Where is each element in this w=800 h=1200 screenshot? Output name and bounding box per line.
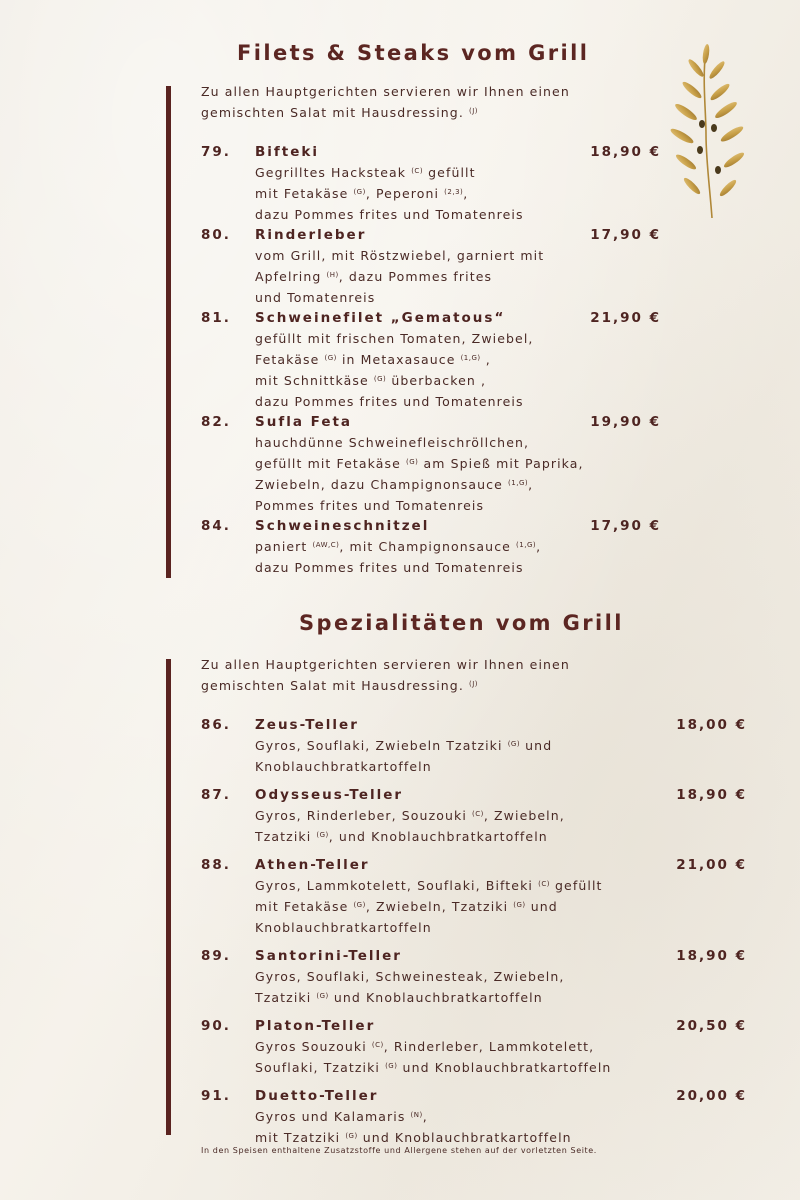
menu-item-number: 82. — [201, 414, 231, 430]
menu-item-description: Gegrilltes Hacksteak $^{(C)}$ gefüllt mit Fetakäse $^{(G)}$, Peperoni $^{(2,3)}$, dazu Pommes frites und Tomatenreis — [255, 165, 524, 222]
menu-item — [201, 1086, 747, 1148]
menu-item-price: 21,90 € — [590, 310, 661, 326]
menu-item-header — [201, 142, 661, 162]
menu-item-description: vom Grill, mit Röstzwiebel, garniert mit Apfelring $^{(H)}$, dazu Pommes frites und Tomatenreis — [255, 248, 545, 305]
menu-item-price: 18,00 € — [676, 717, 747, 733]
section-title-filets-steaks: Filets & Steaks vom Grill — [237, 41, 590, 65]
menu-item-name: Santorini-Teller — [255, 948, 402, 964]
menu-item-header — [201, 516, 661, 536]
menu-item-number: 90. — [201, 1018, 231, 1034]
allergen-footnote: In den Speisen enthaltene Zusatzstoffe und Allergene stehen auf der vorletzten Seite. — [201, 1146, 597, 1155]
menu-item-description: Gyros und Kalamaris $^{(N)}$, mit Tzatziki $^{(G)}$ und Knoblauchbratkartoffeln — [255, 1109, 572, 1145]
menu-item-number: 86. — [201, 717, 231, 733]
menu-item-price: 18,90 € — [590, 144, 661, 160]
menu-item-number: 79. — [201, 144, 231, 160]
menu-item-name: Platon-Teller — [255, 1018, 376, 1034]
menu-item-name: Odysseus-Teller — [255, 787, 404, 803]
menu-item-list — [201, 715, 747, 1156]
menu-item — [201, 785, 747, 847]
menu-item — [201, 855, 747, 938]
menu-item-name: Schweinefilet „Gematous“ — [255, 310, 506, 326]
menu-item-price: 19,90 € — [590, 414, 661, 430]
menu-item-number: 84. — [201, 518, 231, 534]
menu-item-name: Zeus-Teller — [255, 717, 359, 733]
menu-item-description: hauchdünne Schweinefleischröllchen, gefüllt mit Fetakäse $^{(G)}$ am Spieß mit Paprika, Zwiebeln, dazu Champignonsauce $^{(1,G)}$, Pommes frites und Tomatenreis — [255, 435, 584, 513]
menu-item-description: Gyros, Lammkotelett, Souflaki, Bifteki $^{(C)}$ gefüllt mit Fetakäse $^{(G)}$, Zwiebeln, Tzatziki $^{(G)}$ und Knoblauchbratkartoffeln — [255, 878, 603, 935]
menu-item-price: 20,00 € — [676, 1088, 747, 1104]
menu-item — [201, 142, 661, 225]
menu-item-header — [201, 715, 747, 735]
menu-item-name: Athen-Teller — [255, 857, 370, 873]
menu-item — [201, 516, 661, 578]
section-intro: Zu allen Hauptgerichten servieren wir Ihnen einen gemischten Salat mit Hausdressing. $^{(J)}$ — [201, 84, 570, 120]
menu-item-description: Gyros, Souflaki, Zwiebeln Tzatziki $^{(G)}$ und Knoblauchbratkartoffeln — [255, 738, 553, 774]
menu-item-header — [201, 225, 661, 245]
menu-item-number: 89. — [201, 948, 231, 964]
menu-item-header — [201, 785, 747, 805]
menu-item — [201, 1016, 747, 1078]
menu-item — [201, 946, 747, 1008]
menu-item-price: 18,90 € — [676, 787, 747, 803]
menu-item-header — [201, 946, 747, 966]
menu-item-description: Gyros, Souflaki, Schweinesteak, Zwiebeln, Tzatziki $^{(G)}$ und Knoblauchbratkartoffeln — [255, 969, 565, 1005]
menu-item-list — [201, 142, 661, 578]
menu-item-name: Rinderleber — [255, 227, 367, 243]
menu-item-description: Gyros Souzouki $^{(C)}$, Rinderleber, Lammkotelett, Souflaki, Tzatziki $^{(G)}$ und Knoblauchbratkartoffeln — [255, 1039, 612, 1075]
menu-item-name: Bifteki — [255, 144, 320, 160]
menu-item-name: Schweineschnitzel — [255, 518, 430, 534]
menu-item-description: Gyros, Rinderleber, Souzouki $^{(C)}$, Zwiebeln, Tzatziki $^{(G)}$, und Knoblauchbratkartoffeln — [255, 808, 565, 844]
menu-item-price: 17,90 € — [590, 518, 661, 534]
menu-item-header — [201, 1016, 747, 1036]
menu-item-number: 80. — [201, 227, 231, 243]
menu-item-number: 88. — [201, 857, 231, 873]
menu-item-header — [201, 308, 661, 328]
menu-item-name: Duetto-Teller — [255, 1088, 379, 1104]
menu-item-number: 87. — [201, 787, 231, 803]
menu-item-header — [201, 855, 747, 875]
section-intro: Zu allen Hauptgerichten servieren wir Ihnen einen gemischten Salat mit Hausdressing. $^{(J)}$ — [201, 657, 570, 693]
section-accent-bar — [166, 86, 171, 578]
menu-item-description: paniert $^{(AW,C)}$, mit Champignonsauce $^{(1,G)}$, dazu Pommes frites und Tomatenreis — [255, 539, 542, 575]
menu-item — [201, 412, 661, 516]
menu-item-header — [201, 1086, 747, 1106]
menu-item-price: 21,00 € — [676, 857, 747, 873]
menu-item-price: 18,90 € — [676, 948, 747, 964]
olive-branch-icon — [662, 40, 758, 220]
menu-item — [201, 308, 661, 412]
menu-item-name: Sufla Feta — [255, 414, 353, 430]
menu-item-price: 20,50 € — [676, 1018, 747, 1034]
menu-item — [201, 715, 747, 777]
menu-item — [201, 225, 661, 308]
menu-item-number: 91. — [201, 1088, 231, 1104]
section-title-spezialitaeten: Spezialitäten vom Grill — [299, 611, 624, 635]
menu-item-header — [201, 412, 661, 432]
section-accent-bar — [166, 659, 171, 1135]
menu-item-price: 17,90 € — [590, 227, 661, 243]
menu-item-number: 81. — [201, 310, 231, 326]
menu-item-description: gefüllt mit frischen Tomaten, Zwiebel, Fetakäse $^{(G)}$ in Metaxasauce $^{(1,G)}$ , mit Schnittkäse $^{(G)}$ überbacken , dazu Pommes frites und Tomatenreis — [255, 331, 534, 409]
